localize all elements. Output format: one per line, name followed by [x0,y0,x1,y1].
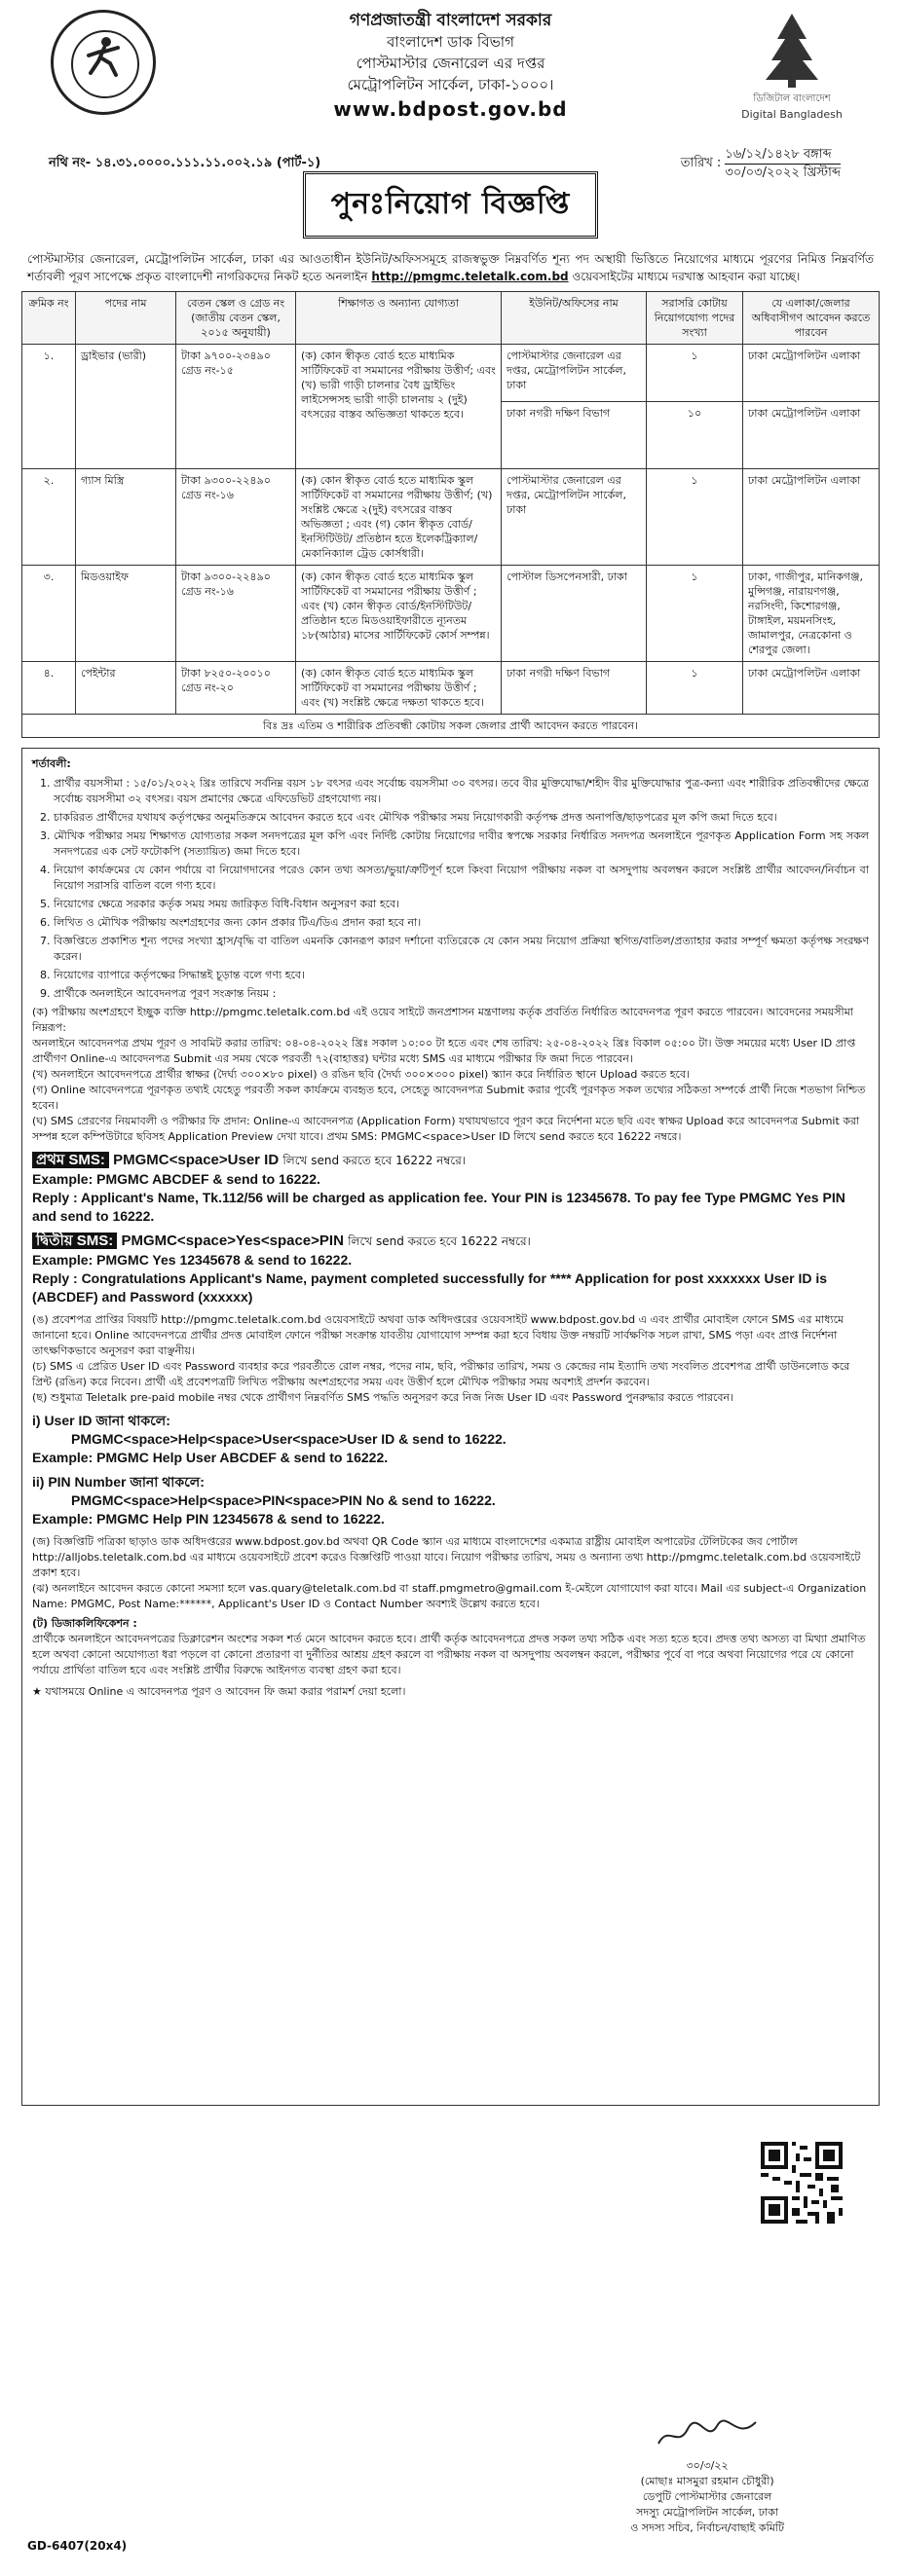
sms2-reply: Reply : Congratulations Applicant's Name, payment completed successfully for **** Application for post xxxxxxx User ID is (ABCDEF) and Password (xxxxxx) [32,1270,828,1305]
row-serial: ৪. [22,662,76,715]
row-unit: ঢাকা নগরী দক্ষিণ বিভাগ [502,662,647,715]
sms2-example: Example: PMGMC Yes 12345678 & send to 16222. [32,1252,353,1268]
col-area: যে এলাকা/জেলার অধিবাসীগণ আবেদন করতে পারবেন [743,292,880,345]
row-unit: ঢাকা নগরী দক্ষিণ বিভাগ [502,402,647,469]
sms1-example: Example: PMGMC ABCDEF & send to 16222. [32,1171,320,1187]
row-count: ১ [647,566,743,662]
row-post: ড্রাইভার (ভারী) [76,345,176,469]
signature-icon [654,2414,761,2453]
terms-list [32,776,869,1002]
disq-head: (ট) ডিজাকলিফিকেশন : [32,1617,137,1630]
uid-format: PMGMC<space>Help<space>User<space>User ID & send to 16222. [71,1431,507,1447]
intro-paragraph [27,250,874,285]
col-serial: ক্রমিক নং [22,292,76,345]
website-link[interactable]: www.bdpost.gov.bd [333,97,568,121]
qr-code-icon[interactable] [761,2142,843,2224]
table-row [22,662,880,715]
sms-first-block [32,1151,869,1226]
page-title: পুনঃনিয়োগ বিজ্ঞপ্তি [303,171,599,239]
row-count: ১০ [647,402,743,469]
row-scale: টাকা ৮২৫০-২০০১০ গ্রেড নং-২০ [176,662,296,715]
signatory-name: (মোছাঃ মাসমুরা রহমান চৌধুরী) [640,2475,774,2487]
col-qualification: শিক্ষাগত ও অন্যান্য যোগ্যতা [296,292,502,345]
signature-date: ৩০/৩/২২ [686,2459,729,2472]
sms2-suffix: লিখে send করতে হবে 16222 নম্বরে। [348,1234,531,1248]
table-note-row [22,715,880,738]
row-qualification: (ক) কোন স্বীকৃত বোর্ড হতে মাধ্যমিক স্কুল সার্টিফিকেট বা সমমানের পরীক্ষায় উত্তীর্ণ; (খ) সংশ্লিষ্ট ক্ষেত্রে ২(দুই) বৎসরের বাস্তব অভিজ্ঞতা ; এবং (গ) কোন স্বীকৃত বোর্ড/ইনস্টিটিউট/ প্রতিষ্ঠান হতে ইলেকট্রিক্যাল/মেকানিক্যাল ট্রেড কোর্সধারী। [296,469,502,566]
col-post: পদের নাম [76,292,176,345]
sms1-label: প্রথম SMS: [32,1152,109,1168]
term-item: 8. নিয়োগের ব্যাপারে কর্তৃপক্ষের সিদ্ধান্তই চূড়ান্ত বলে গণ্য হবে। [54,968,869,983]
apply-e: (ঙ) প্রবেশপত্র প্রাপ্তির বিষয়টি http://pmgmc.teletalk.com.bd ওয়েবসাইটে অথবা ডাক অধিদপ্তরের ওয়েবসাইট www.bdpost.gov.bd এ এবং প্রার্থীর মোবাইল ফোনে SMS এর মাধ্যমে জানানো হবে। Online আবেদনপত্রে প্রার্থীর প্রদত্ত মোবাইল ফোনে পরীক্ষা সংক্রান্ত যাবতীয় যোগাযোগ সম্পন্ন করা হবে বিধায় উক্ত নম্বরটি সার্বক্ষণিক সচল রাখা, SMS পড়া এবং প্রাপ্ত নির্দেশনা তাৎক্ষণিকভাবে অনুসরণ করা বাঞ্ছনীয়। [32,1313,845,1357]
date-english: ৩০/০৩/২০২২ খ্রিস্টাব্দ [725,166,841,180]
apply-d: (ঘ) SMS প্রেরণের নিয়মাবলী ও পরীক্ষার ফি প্রদান: Online-এ আবেদনপত্র (Application Form) যথাযথভাবে পূরণ করে নির্দেশনা মতে ছবি এবং স্বাক্ষর Upload করে আবেদনপত্র Submit করা সম্পন্ন হলে কম্পিউটারে ছবিসহ Application Preview দেখা যাবে। প্রথম SMS: PMGMC<space>User ID লিখে send করতে হবে 16222 নম্বরে। [32,1115,860,1143]
pin-head: ii) PIN Number জানা থাকলে: [32,1474,205,1490]
term-item: 6. লিখিত ও মৌখিক পরীক্ষায় অংশগ্রহণের জন্য কোন প্রকার টিএ/ডিএ প্রদান করা হবে না। [54,915,869,931]
term-item: 9. প্রার্থীকে অনলাইনে আবেদনপত্র পূরণ সংক্রান্ত নিয়ম : [54,986,869,1002]
term-item: 1. প্রার্থীর বয়সসীমা : ১৫/০১/২০২২ খ্রিঃ তারিখে সর্বনিম্ন বয়স ১৮ বৎসর এবং সর্বোচ্চ বয়সসীমা ৩০ বৎসর। তবে বীর মুক্তিযোদ্ধা/শহীদ বীর মুক্তিযোদ্ধার পুত্র-কন্যা এবং শারীরিক প্রতিবন্ধীদের ক্ষেত্রে সর্বোচ্চ বয়সসীমা ৩২ বৎসর। বয়স প্রমাণের ক্ষেত্রে এফিডেভিট গ্রহণযোগ্য নয়। [54,776,869,807]
apply-b: (খ) অনলাইনে আবেদনপত্রে প্রার্থীর স্বাক্ষর (দৈর্ঘ্য ৩০০×৮০ pixel) ও রঙিন ছবি (দৈর্ঘ্য ৩০০×৩০০ pixel) স্ক্যান করে নির্ধারিত স্থানে Upload করতে হবে। [32,1068,691,1081]
signature-block [630,2414,784,2536]
terms-section [21,748,880,2106]
recover-pin [32,1473,869,1528]
term-item: 2. চাকরিরত প্রার্থীদের যথাযথ কর্তৃপক্ষের অনুমতিক্রমে আবেদন করতে হবে এবং মৌখিক পরীক্ষার সময় নিয়োগকারী কর্তৃপক্ষ প্রদত্ত অনাপত্তি/ছাড়পত্রের মূল কপি জমা দিতে হবে। [54,810,869,826]
header [21,0,880,180]
final-note: ★ যথাসময়ে Online এ আবেদনপত্র পূরণ ও আবেদন ফি জমা করার পরামর্শ দেয়া হলো। [32,1685,406,1698]
apply-c: (গ) Online আবেদনপত্রে পূরণকৃত তথ্যই যেহেতু পরবর্তী সকল কার্যক্রমে ব্যবহৃত হবে, সেহেতু আবেদনপত্র Submit করার পূর্বেই পূরণকৃত সকল তথ্যের সঠিকতা সম্পর্কে প্রার্থী নিজে শতভাগ নিশ্চিত হবেন। [32,1084,866,1112]
table-row [22,566,880,662]
apply-g: (ছ) শুধুমাত্র Teletalk pre-paid mobile নম্বর থেকে প্রার্থীগণ নিম্নবর্ণিত SMS পদ্ধতি অনুসরণ করে নিজ নিজ User ID এবং Password পুনরুদ্ধার করতে পারবেন। [32,1391,734,1404]
sms2-label: দ্বিতীয় SMS: [32,1233,117,1249]
row-count: ১ [647,662,743,715]
uid-example: Example: PMGMC Help User ABCDEF & send to 16222. [32,1450,389,1465]
row-area: ঢাকা মেট্রোপলিটন এলাকা [743,469,880,566]
apply-f: (চ) SMS এ প্রেরিত User ID এবং Password ব্যবহার করে পরবর্তীতে রোল নম্বর, পদের নাম, ছবি, পরীক্ষার তারিখ, সময় ও কেন্দ্রের নাম ইত্যাদি তথ্য সংবলিত প্রবেশপত্র প্রার্থী ডাউনলোড করে প্রিন্ট (রঙিন) করে নিবেন। প্রার্থী এই প্রবেশপত্রটি লিখিত পরীক্ষায় অংশগ্রহণের সময় এবং উত্তীর্ণ হলে মৌখিক পরীক্ষার সময় অবশ্যই প্রদর্শন করবেন। [32,1360,850,1388]
sms1-suffix: লিখে send করতে হবে 16222 নম্বরে। [282,1154,467,1167]
apply-a: (ক) পরীক্ষায় অংশগ্রহণে ইচ্ছুক ব্যক্তি http://pmgmc.teletalk.com.bd এই ওয়েব সাইটে জনপ্রশাসন মন্ত্রণালয় কর্তৃক প্রবর্তিত নির্ধারিত আবেদনপত্র পূরণ করতে পারবেন। আবেদনের সময়সীমা নিম্নরূপ: [32,1006,853,1034]
sms1-format: PMGMC<space>User ID [113,1152,280,1168]
row-area: ঢাকা মেট্রোপলিটন এলাকা [743,662,880,715]
final-note-text: যথাসময়ে Online এ আবেদনপত্র পূরণ ও আবেদন ফি জমা করার পরামর্শ দেয়া হলো। [45,1685,406,1698]
pin-example: Example: PMGMC Help PIN 12345678 & send to 16222. [32,1511,385,1527]
row-scale: টাকা ৯৩০০-২২৪৯০ গ্রেড নং-১৬ [176,469,296,566]
gov-name: গণপ্রজাতন্ত্রী বাংলাদেশ সরকার [349,11,552,30]
row-unit: পোস্টমাস্টার জেনারেল এর দপ্তর, মেট্রোপলিটন সার্কেল, ঢাকা [502,345,647,402]
row-area: ঢাকা মেট্রোপলিটন এলাকা [743,402,880,469]
intro-text: পোস্টমাস্টার জেনারেল, মেট্রোপলিটন সার্কেল, ঢাকা এর আওতাধীন ইউনিট/অফিসসমূহে রাজস্বভুক্ত নিম্নবর্ণিত শূন্য পদ অস্থায়ী ভিত্তিতে নিয়োগের মাধ্যমে পূরণের নিমিত্ত নিম্নবর্ণিত শর্তাবলী পূরণ সাপেক্ষে প্রকৃত বাংলাদেশী নাগরিকদের নিকট হতে অনলাইন [27,252,874,283]
vacancy-table [21,291,880,738]
digital-bangladesh-logo [733,10,850,121]
row-post: গ্যাস মিস্ত্রি [76,469,176,566]
row-count: ১ [647,345,743,402]
intro-tail: ওয়েবসাইটের মাধ্যমে দরখাস্ত আহবান করা যাচ্ছে। [572,270,801,283]
table-header-row [22,292,880,345]
row-scale: টাকা ৯৭০০-২৩৪৯০ গ্রেড নং-১৫ [176,345,296,469]
row-count: ১ [647,469,743,566]
apply-i: (ঝ) অনলাইনে আবেদন করতে কোনো সমস্যা হলে vas.quary@teletalk.com.bd বা staff.pmgmetro@gmail.com ই-মেইলে যোগাযোগ করা যাবে। Mail এর subject-এ Organization Name: PMGMC, Post Name:******, Applicant's User ID ও Contact Number অবশ্যই উল্লেখ করতে হবে। [32,1582,867,1610]
sms1-reply: Reply : Applicant's Name, Tk.112/56 will be charged as application fee. Your PIN is 12345678. To pay fee Type PMGMC Yes PIN and send to 16222. [32,1190,845,1224]
row-qualification: (ক) কোন স্বীকৃত বোর্ড হতে মাধ্যমিক সার্টিফিকেট বা সমমানের পরীক্ষায় উত্তীর্ণ; এবং (খ) ভারী গাড়ী চালনার বৈধ ড্রাইভিং লাইসেন্সসহ ভারী গাড়ী চালনায় ২ (দুই) বৎসরের বাস্তব অভিজ্ঞতা থাকতে হবে। [296,345,502,469]
date-block [681,146,841,182]
row-scale: টাকা ৯৩০০-২২৪৯০ গ্রেড নং-১৬ [176,566,296,662]
table-note: বিঃ দ্রঃ এতিম ও শারীরিক প্রতিবন্ধী কোটায় সকল জেলার প্রার্থী আবেদন করতে পারবেন। [22,715,880,738]
signatory-designation-1: ডেপুটি পোস্টমাস্টার জেনারেল [642,2490,772,2503]
pin-format: PMGMC<space>Help<space>PIN<space>PIN No & send to 16222. [71,1492,496,1508]
gd-number: GD-6407(20x4) [27,2539,128,2553]
dept-name: বাংলাদেশ ডাক বিভাগ [387,33,514,51]
memo-number: নথি নং- ১৪.৩১.০০০০.১১১.১১.০০২.১৯ (পার্ট-১) [49,156,321,170]
signatory-designation-3: ও সদস্য সচিব, নির্বাচন/বাছাই কমিটি [630,2521,784,2534]
terms-heading: শর্তাবলী: [32,757,71,770]
apply-time: অনলাইনে আবেদনপত্র প্রথম পূরণ ও সাবমিট করার তারিখ: ০৪-০৪-২০২২ খ্রিঃ সকাল ১০:০০ টা হতে এবং শেষ তারিখ: ২৫-০৪-২০২২ খ্রিঃ বিকাল ০৫:০০ টা। উক্ত সময়ের মধ্যে User ID প্রাপ্ত প্রার্থীগণ Online-এ আবেদনপত্র Submit এর সময় থেকে পরবর্তী ৭২(বাহাত্তর) ঘন্টার মধ্যে SMS এর মাধ্যমে পরীক্ষার ফি জমা দিতে পারবেন। [32,1037,856,1065]
signatory-designation-2: সদস্যু মেট্রোপলিটন সার্কেল, ঢাকা [636,2506,779,2519]
row-unit: পোস্টাল ডিসপেনসারী, ঢাকা [502,566,647,662]
col-count: সরাসরি কোটায় নিয়োগযোগ্য পদের সংখ্যা [647,292,743,345]
table-row [22,345,880,402]
term-item: 7. বিজ্ঞপ্তিতে প্রকাশিত শূন্য পদের সংখ্যা হ্রাস/বৃদ্ধি বা বাতিল এমনকি কোনরূপ কারণ দর্শানো ব্যতিরেকে যে কোন সময় নিয়োগ প্রক্রিয়া স্থগিত/বাতিল/প্রত্যাহার করার সম্পূর্ণ ক্ষমতা কর্তৃপক্ষ সংরক্ষণ করেন। [54,934,869,965]
row-qualification: (ক) কোন স্বীকৃত বোর্ড হতে মাধ্যমিক স্কুল সার্টিফিকেট বা সমমানের পরীক্ষায় উত্তীর্ণ ; এবং (খ) কোন স্বীকৃত বোর্ড/ইনস্টিটিউট/ প্রতিষ্ঠান হতে মিডওয়াইফারীতে ন্যূনতম ১৮(আঠার) মাসের সার্টিফিকেট কোর্স সম্পন্ন। [296,566,502,662]
circle-name: মেট্রোপলিটন সার্কেল, ঢাকা-১০০০। [347,76,554,93]
row-serial: ৩. [22,566,76,662]
col-unit: ইউনিট/অফিসের নাম [502,292,647,345]
row-serial: ২. [22,469,76,566]
date-bangla: ১৬/১২/১৪২৮ বঙ্গাব্দ [725,146,841,165]
row-post: পেইন্টার [76,662,176,715]
intro-link[interactable]: http://pmgmc.teletalk.com.bd [371,270,569,283]
term-item: 4. নিয়োগ কার্যক্রমের যে কোন পর্যায়ে বা নিয়োগদানের পরেও কোন তথ্য অসত্য/ভুয়া/ত্রুটিপূর্ণ হলে কিংবা নিয়োগ পরীক্ষায় নকল বা অসদুপায় অবলম্বন করলে সংশ্লিষ্ট প্রার্থীর আবেদন/নির্বাচন বা নিয়োগ সরাসরি বাতিল বলে গণ্য হবে। [54,863,869,894]
disq-text: প্রার্থীকে অনলাইনে আবেদনপত্রের ডিক্লারেশন অংশের সকল শর্ত মেনে আবেদন করতে হবে। প্রার্থী কর্তৃক আবেদনপত্রে প্রদত্ত সকল তথ্য সঠিক এবং সত্য হতে হবে। প্রদত্ত তথ্য অসত্য বা মিথ্যা প্রমাণিত হলে অথবা কোনো অযোগ্যতা ধরা পড়লে বা কোনো প্রতারণা বা দুর্নীতির আশ্রয় গ্রহণ করলে বা পরীক্ষায় নকল বা অসদুপায় অবলম্বন করলে, পরীক্ষার পূর্বে বা পরে অথবা নিয়োগের পরে যে কোনো পর্যায়ে প্রার্থিতা বাতিল হবে এবং সংশ্লিষ্ট প্রার্থীর বিরুদ্ধে আইনগত ব্যবস্থা গ্রহণ করা হবে। [32,1633,866,1676]
office-name: পোস্টমাস্টার জেনারেল এর দপ্তর [356,55,545,72]
digital-bd-english: Digital Bangladesh [741,108,843,121]
sms-second-block [32,1232,869,1306]
row-unit: পোস্টমাস্টার জেনারেল এর দপ্তর, মেট্রোপলিটন সার্কেল, ঢাকা [502,469,647,566]
term-item: 5. নিয়োগের ক্ষেত্রে সরকার কর্তৃক সময় সময় জারিকৃত বিধি-বিধান অনুসরণ করা হবে। [54,897,869,912]
sms2-format: PMGMC<space>Yes<space>PIN [121,1233,344,1249]
apply-h: (জ) বিজ্ঞপ্তিটি পত্রিকা ছাড়াও ডাক অধিদপ্তরের www.bdpost.gov.bd অথবা QR Code স্ক্যান এর মাধ্যমে বাংলাদেশের একমাত্র রাষ্ট্রীয় মোবাইল অপারেটর টেলিটকের জব পোর্টাল http://alljobs.teletalk.com.bd এর মাধ্যমে ওয়েবসাইটে প্রবেশ করেও বিজ্ঞপ্তিটি পাওয়া যাবে। নিয়োগ পরীক্ষার তারিখ, সময় ও অন্যান্য তথ্য http://pmgmc.teletalk.com.bd ওয়েবসাইটে প্রকাশ হবে। [32,1535,861,1579]
term-item: 3. মৌখিক পরীক্ষার সময় শিক্ষাগত যোগ্যতার সকল সনদপত্রের মূল কপি এবং নির্দিষ্ট কোটায় নিয়োগের দাবীর স্বপক্ষে সরকার নির্ধারিত সনদপত্র অনলাইনে পূরণকৃত Application Form সহ সকল সনদপত্রের এক সেট ফটোকপি (সত্যায়িত) জমা দিতে হবে। [54,828,869,860]
row-area: ঢাকা, গাজীপুর, মানিকগঞ্জ, মুন্সিগঞ্জ, নারায়ণগঞ্জ, নরসিংদী, কিশোরগঞ্জ, টাঙ্গাইল, ময়মনসিংহ, জামালপুর, নেত্রকোনা ও শেরপুর জেলা। [743,566,880,662]
row-post: মিডওয়াইফ [76,566,176,662]
recover-user-id [32,1412,869,1467]
row-area: ঢাকা মেট্রোপলিটন এলাকা [743,345,880,402]
tree-icon [758,10,826,88]
digital-bd-bangla: ডিজিটাল বাংলাদেশ [753,93,831,104]
uid-head: i) User ID জানা থাকলে: [32,1413,170,1428]
col-scale: বেতন স্কেল ও গ্রেড নং (জাতীয় বেতন স্কেল, ২০১৫ অনুযায়ী) [176,292,296,345]
row-serial: ১. [22,345,76,469]
table-row [22,469,880,566]
date-label: তারিখ : [680,156,722,170]
row-qualification: (ক) কোন স্বীকৃত বোর্ড হতে মাধ্যমিক স্কুল সার্টিফিকেট বা সমমানের পরীক্ষায় উত্তীর্ণ ; এবং (খ) সংশ্লিষ্ট ক্ষেত্রে দক্ষতা থাকতে হবে। [296,662,502,715]
